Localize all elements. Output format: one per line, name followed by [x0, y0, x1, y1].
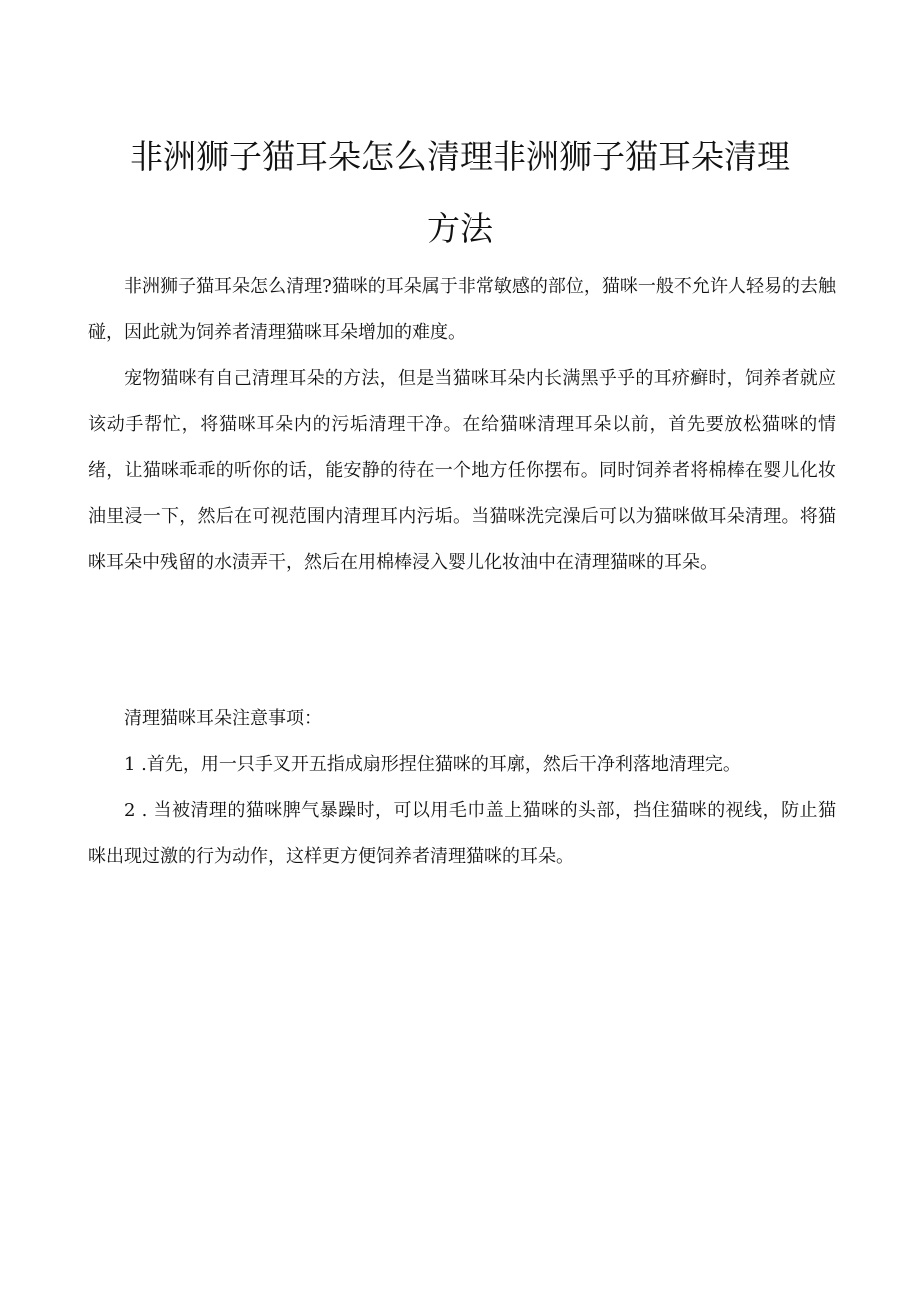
paragraph-text: 清理猫咪耳朵注意事项：: [124, 708, 322, 729]
paragraph-note-1: [88, 742, 836, 788]
paragraph-method: [88, 356, 836, 586]
paragraph-notes-heading: [88, 696, 836, 742]
paragraph-text: 2 . 当被清理的猫咪脾气暴躁时，可以用毛巾盖上猫咪的头部，挡住猫咪的视线，防止猫咪出现过激的行为动作，这样更方便饲养者清理猫咪的耳朵。: [88, 800, 836, 867]
document-title-line-2: 方法: [427, 209, 493, 248]
paragraph-text: 非洲狮子猫耳朵怎么清理?猫咪的耳朵属于非常敏感的部位，猫咪一般不允许人轻易的去触碰，因此就为饲养者清理猫咪耳朵增加的难度。: [88, 276, 836, 343]
paragraph-note-2: [88, 788, 836, 880]
paragraph-intro: [88, 264, 836, 356]
paragraph-text: 1 .首先，用一只手叉开五指成扇形捏住猫咪的耳廓，然后干净利落地清理完。: [124, 754, 741, 775]
paragraph-text: 宠物猫咪有自己清理耳朵的方法，但是当猫咪耳朵内长满黑乎乎的耳疥癣时，饲养者就应该动手帮忙，将猫咪耳朵内的污垢清理干净。在给猫咪清理耳朵以前，首先要放松猫咪的情绪，让猫咪乖乖的听你的话，能安静的待在一个地方任你摆布。同时饲养者将棉棒在婴儿化妆油里浸一下，然后在可视范围内清理耳内污垢。当猫咪洗完澡后可以为猫咪做耳朵清理。将猫咪耳朵中残留的水渍弄干，然后在用棉棒浸入婴儿化妆油中在清理猫咪的耳朵。: [88, 368, 836, 573]
document-title-line-1: 非洲狮子猫耳朵怎么清理非洲狮子猫耳朵清理: [130, 137, 790, 176]
